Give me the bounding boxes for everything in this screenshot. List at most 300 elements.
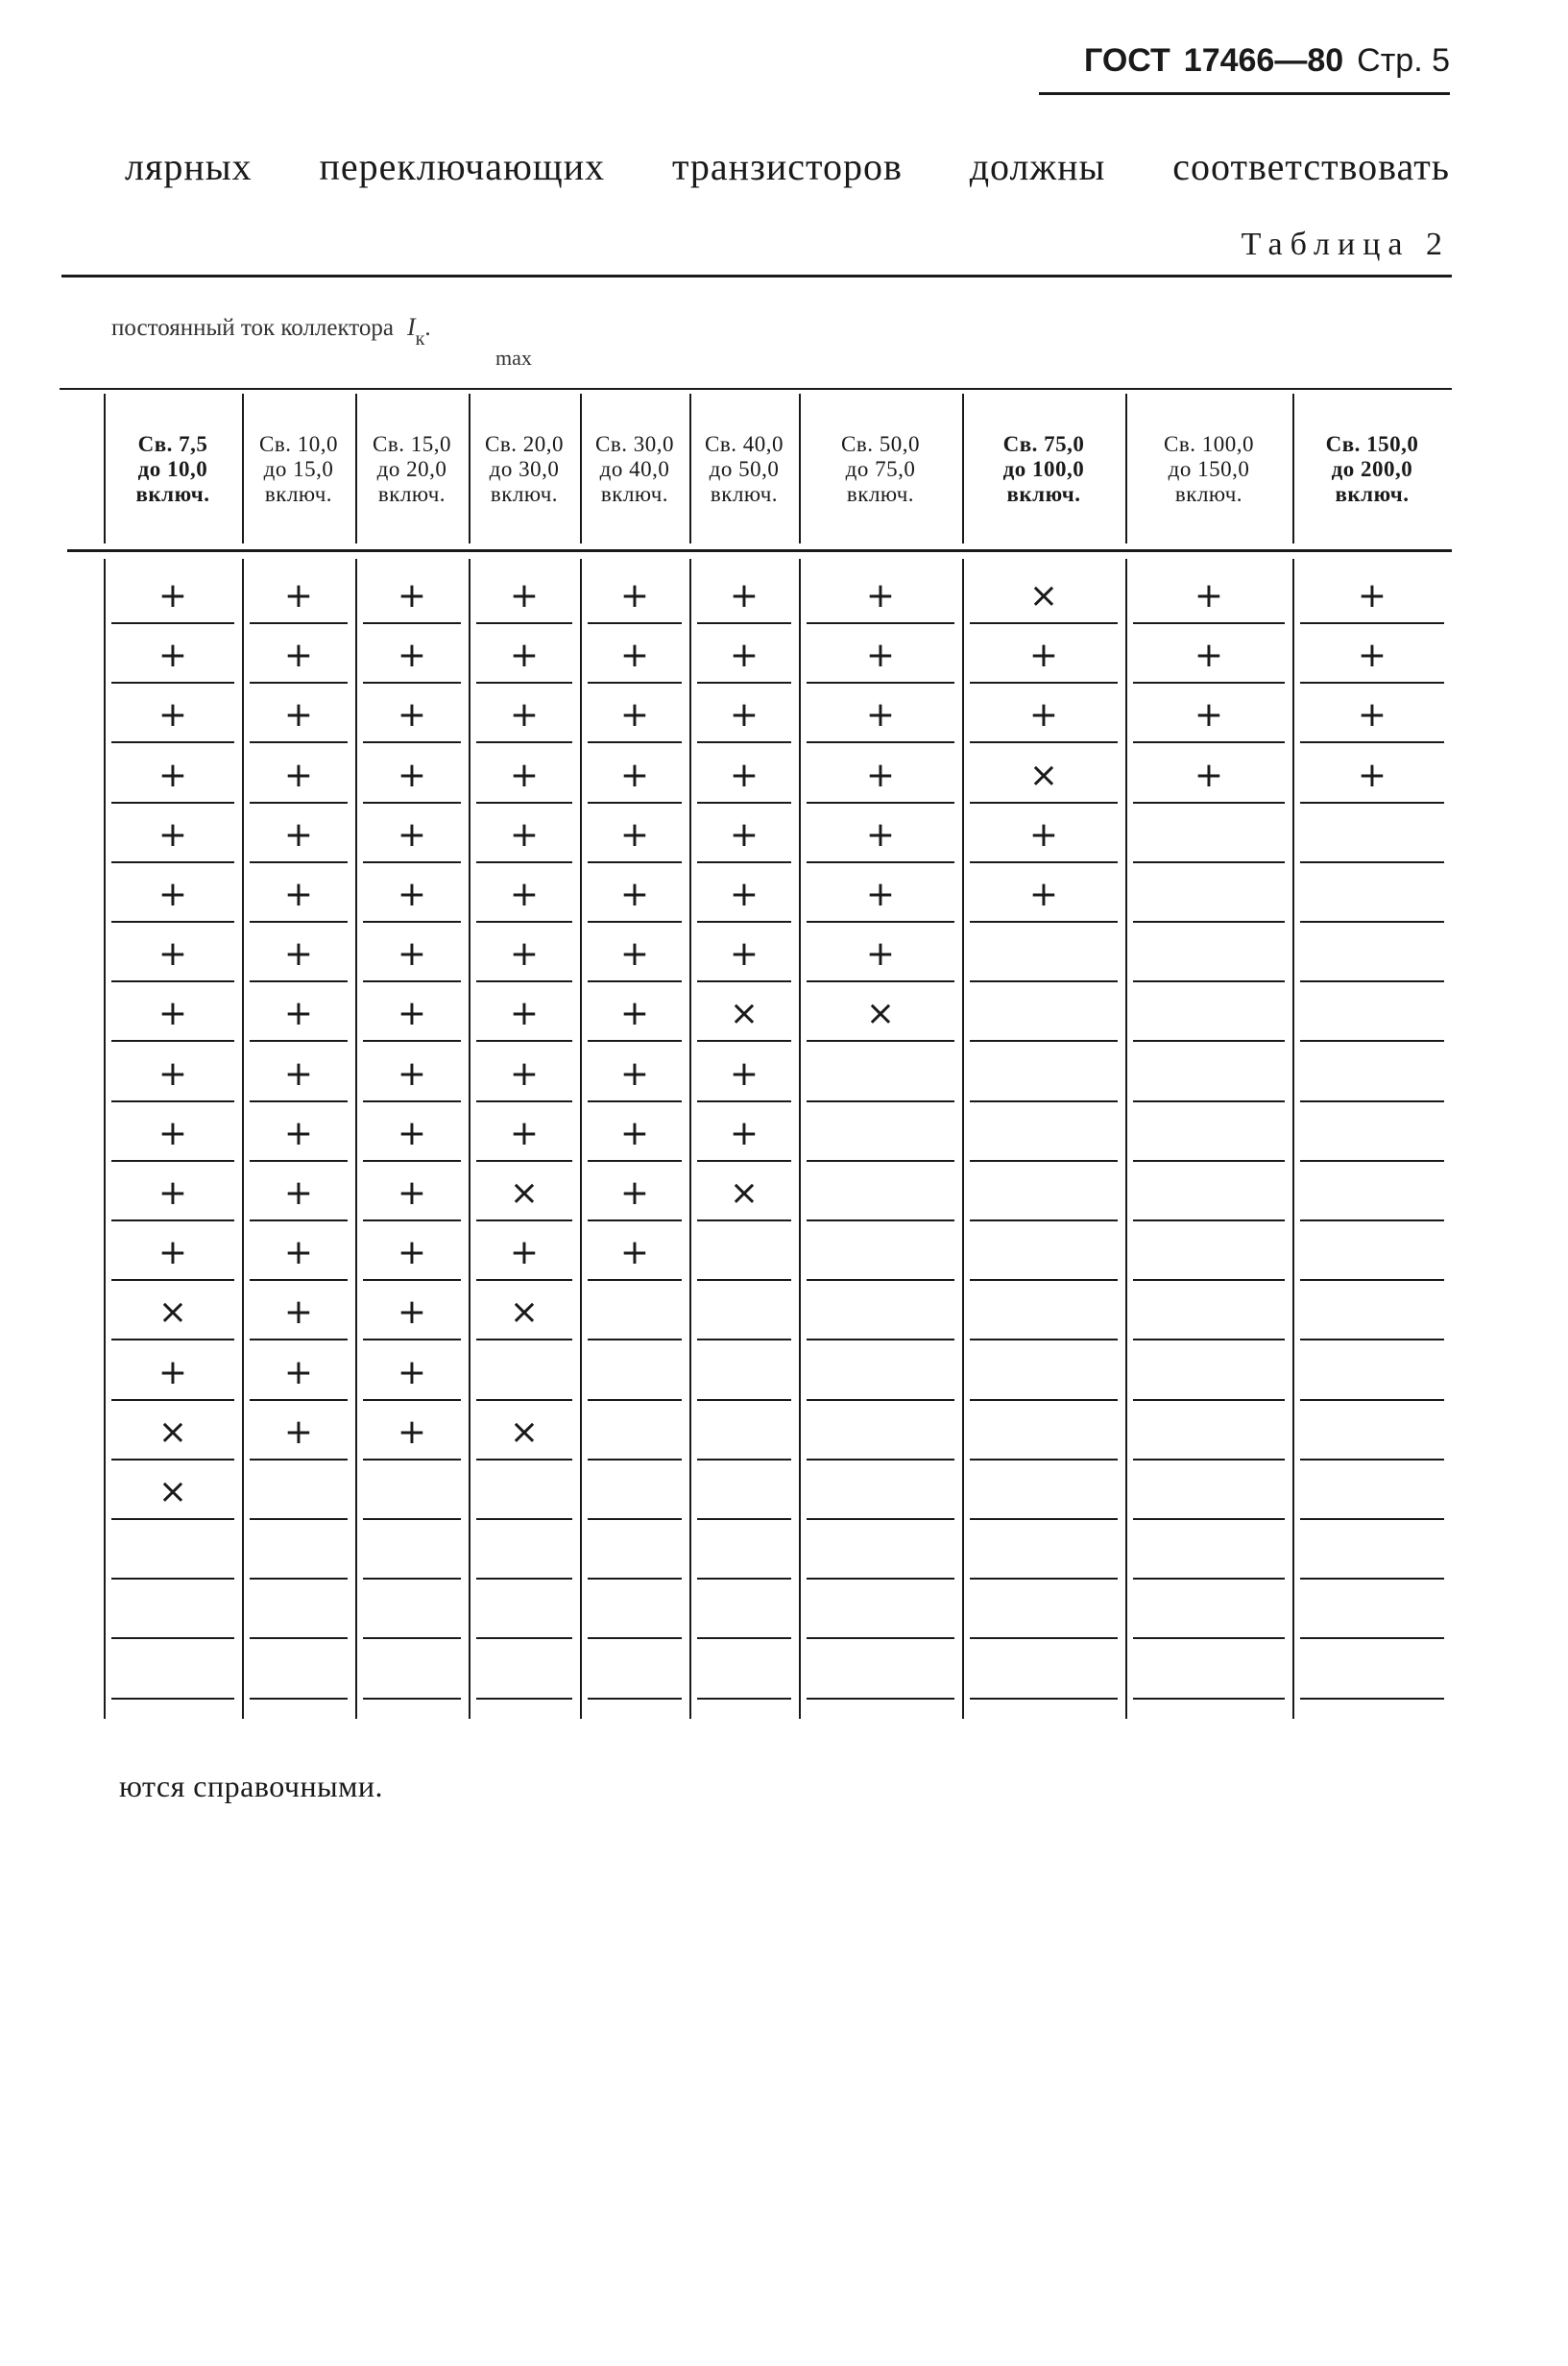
row-rule	[807, 1578, 954, 1580]
row-rule	[970, 1040, 1118, 1042]
row-rule	[697, 1399, 791, 1401]
plus-mark: +	[157, 695, 188, 735]
plus-mark: +	[619, 1233, 650, 1272]
row-rule	[588, 1219, 682, 1221]
column-header-line: до 15,0	[263, 457, 334, 481]
table-cell	[1180, 1650, 1238, 1694]
row-rule	[697, 1279, 791, 1281]
plus-mark: +	[283, 695, 314, 735]
standard-number: 17466—80	[1183, 42, 1344, 79]
row-rule	[1300, 921, 1444, 923]
row-rule	[807, 1100, 954, 1102]
row-rule	[588, 1637, 682, 1639]
intro-word: переключающих	[319, 145, 606, 188]
plus-mark: +	[509, 1233, 540, 1272]
plus-mark: +	[619, 1114, 650, 1153]
row-rule	[970, 1637, 1118, 1639]
page-number: Стр. 5	[1357, 42, 1450, 79]
plus-mark: +	[619, 636, 650, 675]
plus-mark: +	[509, 875, 540, 914]
plus-mark: +	[1194, 695, 1224, 735]
plus-mark: +	[283, 756, 314, 795]
plus-mark: +	[1194, 636, 1224, 675]
plus-mark: +	[509, 695, 540, 735]
column-header-line: Св. 30,0	[595, 432, 674, 456]
column-header-line: до 75,0	[845, 457, 916, 481]
plus-mark: +	[729, 934, 760, 974]
plus-mark: +	[283, 1233, 314, 1272]
row-rule	[476, 622, 572, 624]
column-header-line: включ.	[377, 482, 446, 506]
row-rule	[250, 980, 348, 982]
parameter-symbol: I	[407, 313, 416, 341]
row-rule	[970, 1219, 1118, 1221]
row-rule	[1133, 622, 1285, 624]
row-rule	[476, 1518, 572, 1520]
table-cell	[606, 1411, 663, 1455]
row-rule	[970, 802, 1118, 804]
table-cell	[1180, 1291, 1238, 1335]
row-rule	[1300, 1219, 1444, 1221]
row-rule	[250, 1518, 348, 1520]
row-rule	[970, 921, 1118, 923]
body-column-divider	[469, 559, 470, 1719]
table-cell	[144, 1589, 202, 1633]
row-rule	[476, 861, 572, 863]
plus-mark: +	[1028, 875, 1059, 914]
plus-mark: +	[157, 815, 188, 855]
body-column-divider	[689, 559, 691, 1719]
table-top-rule	[61, 275, 1452, 278]
plus-mark: +	[865, 636, 896, 675]
row-rule	[970, 1459, 1118, 1461]
table-cell	[1343, 1351, 1401, 1395]
table-cell	[852, 1411, 909, 1455]
row-rule	[697, 1040, 791, 1042]
plus-mark: +	[619, 695, 650, 735]
plus-mark: +	[397, 1173, 427, 1213]
body-column-divider	[962, 559, 964, 1719]
table-cell	[1015, 932, 1073, 977]
plus-mark: +	[619, 934, 650, 974]
row-rule	[970, 622, 1118, 624]
plus-mark: +	[509, 1114, 540, 1153]
row-rule	[1133, 1339, 1285, 1340]
row-rule	[697, 682, 791, 684]
plus-mark: +	[157, 1054, 188, 1094]
plus-mark: +	[509, 934, 540, 974]
table-cell	[1180, 1589, 1238, 1633]
row-rule	[250, 1100, 348, 1102]
row-rule	[697, 1339, 791, 1340]
row-rule	[697, 622, 791, 624]
row-rule	[588, 622, 682, 624]
row-rule	[476, 682, 572, 684]
row-rule	[476, 1399, 572, 1401]
plus-mark: +	[729, 756, 760, 795]
row-rule	[970, 1100, 1118, 1102]
plus-mark: +	[1028, 695, 1059, 735]
table-cell	[1015, 1351, 1073, 1395]
row-rule	[1133, 1100, 1285, 1102]
table-cell	[606, 1291, 663, 1335]
table-cell	[1343, 932, 1401, 977]
table-cell	[1343, 1470, 1401, 1514]
column-header	[244, 432, 353, 507]
row-rule	[250, 921, 348, 923]
row-rule	[250, 1339, 348, 1340]
row-rule	[588, 1459, 682, 1461]
table-cell	[1015, 1650, 1073, 1694]
row-rule	[697, 1160, 791, 1162]
table-cell	[606, 1589, 663, 1633]
plus-mark: +	[283, 1353, 314, 1392]
header-top-rule	[60, 388, 1452, 390]
row-rule	[1300, 861, 1444, 863]
cross-mark: ×	[729, 994, 760, 1033]
table-cell	[1180, 1411, 1238, 1455]
column-header-line: до 200,0	[1331, 457, 1413, 481]
plus-mark: +	[1357, 756, 1387, 795]
plus-mark: +	[619, 994, 650, 1033]
plus-mark: +	[619, 576, 650, 616]
column-header	[801, 432, 960, 507]
row-rule	[1300, 802, 1444, 804]
row-rule	[970, 1399, 1118, 1401]
row-rule	[970, 1698, 1118, 1700]
row-rule	[588, 980, 682, 982]
row-rule	[111, 980, 234, 982]
row-rule	[970, 1279, 1118, 1281]
plus-mark: +	[1194, 756, 1224, 795]
row-rule	[250, 1399, 348, 1401]
body-column-divider	[242, 559, 244, 1719]
table-cell	[1015, 1291, 1073, 1335]
row-rule	[970, 1578, 1118, 1580]
plus-mark: +	[619, 1054, 650, 1094]
row-rule	[807, 1459, 954, 1461]
table-cell	[1015, 1589, 1073, 1633]
table-cell	[1015, 1171, 1073, 1216]
column-header-line: включ.	[1174, 482, 1243, 506]
table-cell	[144, 1650, 202, 1694]
table-cell	[1343, 873, 1401, 917]
column-header	[470, 432, 578, 507]
row-rule	[697, 1100, 791, 1102]
column-header-line: до 10,0	[137, 457, 208, 481]
row-rule	[363, 622, 461, 624]
plus-mark: +	[397, 756, 427, 795]
row-rule	[1133, 682, 1285, 684]
row-rule	[807, 861, 954, 863]
plus-mark: +	[157, 875, 188, 914]
row-rule	[111, 622, 234, 624]
column-header-line: до 100,0	[1002, 457, 1085, 481]
table-cell	[495, 1530, 553, 1574]
column-header-line: Св. 40,0	[705, 432, 784, 456]
table-cell	[495, 1650, 553, 1694]
plus-mark: +	[397, 576, 427, 616]
row-rule	[111, 682, 234, 684]
cross-mark: ×	[865, 994, 896, 1033]
row-rule	[476, 802, 572, 804]
row-rule	[1133, 980, 1285, 982]
plus-mark: +	[283, 1114, 314, 1153]
column-header	[357, 432, 467, 507]
table-cell	[852, 1351, 909, 1395]
row-rule	[1133, 1219, 1285, 1221]
intro-word: лярных	[125, 145, 253, 188]
row-rule	[588, 802, 682, 804]
table-cell	[270, 1589, 327, 1633]
row-rule	[476, 1279, 572, 1281]
table-cell	[1180, 1351, 1238, 1395]
row-rule	[111, 1160, 234, 1162]
cross-mark: ×	[509, 1173, 540, 1213]
plus-mark: +	[1357, 576, 1387, 616]
page-header	[1037, 42, 1450, 80]
row-rule	[697, 1578, 791, 1580]
row-rule	[363, 1637, 461, 1639]
row-rule	[1133, 741, 1285, 743]
column-header	[1127, 432, 1291, 507]
row-rule	[476, 921, 572, 923]
plus-mark: +	[397, 1114, 427, 1153]
row-rule	[363, 861, 461, 863]
row-rule	[476, 1160, 572, 1162]
table-cell	[852, 1530, 909, 1574]
table-cell	[1343, 1411, 1401, 1455]
plus-mark: +	[509, 994, 540, 1033]
plus-mark: +	[1028, 636, 1059, 675]
row-rule	[697, 741, 791, 743]
table-cell	[852, 1052, 909, 1097]
row-rule	[1300, 1698, 1444, 1700]
row-rule	[1300, 1100, 1444, 1102]
column-header	[964, 432, 1123, 507]
cross-mark: ×	[1028, 756, 1059, 795]
row-rule	[363, 1160, 461, 1162]
row-rule	[250, 1459, 348, 1461]
column-header-line: до 30,0	[489, 457, 560, 481]
table-cell	[1180, 813, 1238, 857]
table-cell	[715, 1650, 773, 1694]
row-rule	[111, 741, 234, 743]
row-rule	[1300, 1578, 1444, 1580]
table-cell	[852, 1171, 909, 1216]
row-rule	[807, 682, 954, 684]
parameter-prefix: постоянный ток коллектора	[111, 315, 394, 341]
table-cell	[715, 1351, 773, 1395]
table-cell	[495, 1470, 553, 1514]
column-header-line: до 40,0	[599, 457, 670, 481]
column-header-line: включ.	[264, 482, 333, 506]
table-cell	[1343, 1112, 1401, 1156]
column-header-line: Св. 15,0	[373, 432, 451, 456]
row-rule	[476, 1637, 572, 1639]
column-header-line: до 50,0	[709, 457, 780, 481]
row-rule	[1300, 980, 1444, 982]
row-rule	[588, 682, 682, 684]
row-rule	[250, 1578, 348, 1580]
column-header	[691, 432, 797, 507]
row-rule	[1133, 1518, 1285, 1520]
row-rule	[363, 1100, 461, 1102]
table-cell	[1015, 1530, 1073, 1574]
row-rule	[807, 1698, 954, 1700]
plus-mark: +	[729, 695, 760, 735]
row-rule	[1133, 802, 1285, 804]
row-rule	[250, 741, 348, 743]
plus-mark: +	[283, 815, 314, 855]
row-rule	[250, 1637, 348, 1639]
row-rule	[250, 1040, 348, 1042]
row-rule	[1300, 1040, 1444, 1042]
row-rule	[111, 1578, 234, 1580]
row-rule	[807, 1518, 954, 1520]
row-rule	[476, 741, 572, 743]
row-rule	[807, 1160, 954, 1162]
table-cell	[1343, 1291, 1401, 1335]
column-header-line: включ.	[600, 482, 669, 506]
body-column-divider	[1125, 559, 1127, 1719]
row-rule	[697, 980, 791, 982]
row-rule	[970, 741, 1118, 743]
row-rule	[363, 682, 461, 684]
table-cell	[715, 1411, 773, 1455]
row-rule	[1300, 741, 1444, 743]
row-rule	[1300, 1279, 1444, 1281]
row-rule	[588, 1040, 682, 1042]
row-rule	[970, 1339, 1118, 1340]
table-cell	[495, 1351, 553, 1395]
row-rule	[807, 980, 954, 982]
table-cell	[1180, 1231, 1238, 1275]
header-rule	[1039, 92, 1450, 95]
row-rule	[111, 1637, 234, 1639]
row-rule	[807, 1399, 954, 1401]
row-rule	[1133, 1160, 1285, 1162]
row-rule	[807, 1339, 954, 1340]
plus-mark: +	[283, 875, 314, 914]
column-header-line: включ.	[846, 482, 915, 506]
parameter-caption	[111, 313, 532, 370]
plus-mark: +	[509, 636, 540, 675]
plus-mark: +	[509, 1054, 540, 1094]
row-rule	[111, 1040, 234, 1042]
table-cell	[270, 1470, 327, 1514]
row-rule	[970, 682, 1118, 684]
row-rule	[250, 1160, 348, 1162]
cross-mark: ×	[157, 1292, 188, 1332]
row-rule	[588, 1279, 682, 1281]
row-rule	[697, 1698, 791, 1700]
row-rule	[1133, 1459, 1285, 1461]
plus-mark: +	[397, 994, 427, 1033]
row-rule	[697, 861, 791, 863]
row-rule	[363, 802, 461, 804]
table-label: Таблица 2	[1241, 227, 1450, 262]
plus-mark: +	[865, 576, 896, 616]
cross-mark: ×	[509, 1412, 540, 1452]
row-rule	[476, 1100, 572, 1102]
plus-mark: +	[729, 636, 760, 675]
plus-mark: +	[619, 1173, 650, 1213]
plus-mark: +	[397, 1054, 427, 1094]
row-rule	[588, 1578, 682, 1580]
plus-mark: +	[157, 636, 188, 675]
row-rule	[588, 1698, 682, 1700]
plus-mark: +	[283, 1173, 314, 1213]
row-rule	[476, 1578, 572, 1580]
row-rule	[363, 1040, 461, 1042]
plus-mark: +	[865, 756, 896, 795]
row-rule	[807, 622, 954, 624]
row-rule	[1133, 1637, 1285, 1639]
row-rule	[807, 741, 954, 743]
cross-mark: ×	[157, 1412, 188, 1452]
row-rule	[807, 1219, 954, 1221]
plus-mark: +	[397, 1412, 427, 1452]
row-rule	[363, 741, 461, 743]
row-rule	[111, 921, 234, 923]
header-bottom-rule	[67, 549, 1452, 552]
plus-mark: +	[157, 1233, 188, 1272]
cross-mark: ×	[729, 1173, 760, 1213]
column-header-line: включ.	[135, 482, 210, 506]
table-cell	[1180, 873, 1238, 917]
row-rule	[476, 1339, 572, 1340]
row-rule	[476, 1040, 572, 1042]
table-cell	[1180, 1112, 1238, 1156]
table-cell	[606, 1351, 663, 1395]
plus-mark: +	[729, 815, 760, 855]
row-rule	[1300, 1459, 1444, 1461]
table-cell	[1015, 1470, 1073, 1514]
row-rule	[697, 802, 791, 804]
standard-label: ГОСТ	[1084, 42, 1170, 79]
table-cell	[852, 1589, 909, 1633]
column-header	[106, 432, 240, 507]
row-rule	[588, 1100, 682, 1102]
table-cell	[383, 1530, 441, 1574]
body-column-divider	[104, 559, 106, 1719]
table-cell	[144, 1530, 202, 1574]
row-rule	[588, 1518, 682, 1520]
row-rule	[970, 1160, 1118, 1162]
row-rule	[1300, 1339, 1444, 1340]
row-rule	[363, 980, 461, 982]
column-header-line: Св. 20,0	[485, 432, 564, 456]
table-cell	[1180, 1470, 1238, 1514]
table-cell	[606, 1650, 663, 1694]
plus-mark: +	[397, 1292, 427, 1332]
row-rule	[588, 1399, 682, 1401]
row-rule	[111, 1279, 234, 1281]
row-rule	[111, 1399, 234, 1401]
table-cell	[715, 1470, 773, 1514]
row-rule	[111, 1100, 234, 1102]
body-column-divider	[799, 559, 801, 1719]
row-rule	[1133, 921, 1285, 923]
cross-mark: ×	[1028, 576, 1059, 616]
column-header-line: включ.	[710, 482, 779, 506]
plus-mark: +	[865, 875, 896, 914]
row-rule	[363, 1279, 461, 1281]
body-column-divider	[355, 559, 357, 1719]
plus-mark: +	[509, 756, 540, 795]
table-cell	[1180, 992, 1238, 1036]
